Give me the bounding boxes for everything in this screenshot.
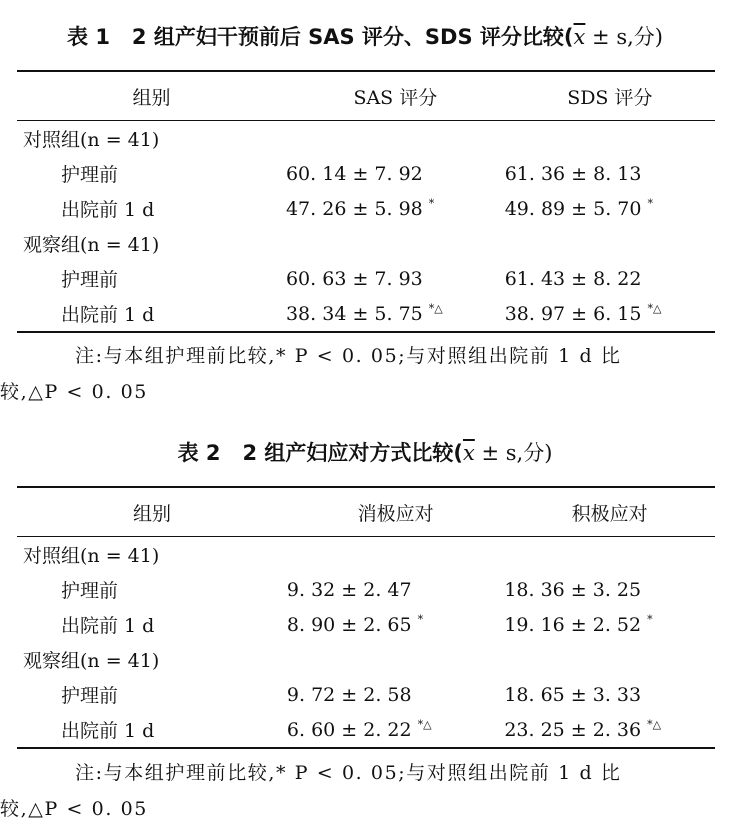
row-label: 护理前 bbox=[61, 685, 119, 707]
row-value-1-mark: * bbox=[417, 613, 424, 626]
row-label: 出院前 1 d bbox=[61, 615, 155, 637]
table-row bbox=[17, 296, 715, 332]
row-value-1-text: 9. 32 ± 2. 47 bbox=[286, 579, 412, 601]
row-value-2-text: 18. 65 ± 3. 33 bbox=[504, 684, 642, 706]
table-row bbox=[17, 537, 715, 573]
table1-title-label: 表 1 bbox=[67, 25, 110, 49]
row-label: 护理前 bbox=[61, 269, 119, 291]
table-row bbox=[17, 226, 715, 261]
row-value-2 bbox=[504, 677, 715, 712]
table1-title-xbar: $\overline{x}$ bbox=[573, 25, 586, 49]
table2-title-label: 表 2 bbox=[177, 441, 221, 465]
table2-note bbox=[0, 755, 707, 827]
table1-title-pm: ± s,分) bbox=[585, 25, 663, 49]
table1-header-group: 组别 bbox=[17, 71, 286, 121]
table1-note-line1: 注:与本组护理前比较,* P < 0. 05;与对照组出院前 1 d 比 bbox=[75, 345, 622, 367]
row-label: 对照组(n = 41) bbox=[23, 129, 160, 151]
table2-header-negative: 消极应对 bbox=[287, 487, 504, 537]
row-label: 护理前 bbox=[61, 164, 119, 186]
row-value-1 bbox=[287, 572, 504, 607]
table2 bbox=[17, 486, 715, 749]
table-row bbox=[17, 191, 715, 226]
row-value-1 bbox=[286, 296, 505, 332]
row-value-1-mark: * bbox=[428, 197, 435, 210]
row-value-1-text: 60. 14 ± 7. 92 bbox=[285, 163, 423, 185]
row-value-2-mark: *△ bbox=[647, 718, 662, 731]
table1-note-line2: 较,△P < 0. 05 bbox=[0, 381, 148, 403]
row-label: 观察组(n = 41) bbox=[23, 234, 160, 256]
row-label: 对照组(n = 41) bbox=[23, 545, 160, 567]
row-value-1 bbox=[287, 642, 504, 677]
row-value-1-mark: *△ bbox=[428, 302, 443, 315]
row-value-1 bbox=[286, 226, 505, 261]
row-value-2-mark: *△ bbox=[647, 302, 662, 315]
row-label: 出院前 1 d bbox=[61, 199, 155, 221]
table1-note bbox=[0, 338, 707, 410]
row-value-2 bbox=[505, 191, 715, 226]
table2-note-line1: 注:与本组护理前比较,* P < 0. 05;与对照组出院前 1 d 比 bbox=[75, 762, 622, 784]
row-value-1 bbox=[286, 191, 505, 226]
table-row bbox=[17, 712, 715, 748]
row-value-1-text: 60. 63 ± 7. 93 bbox=[285, 268, 423, 290]
table1-header-sds: SDS 评分 bbox=[505, 71, 715, 121]
table2-header-row bbox=[17, 487, 715, 537]
row-value-1-text: 6. 60 ± 2. 22 bbox=[286, 719, 412, 741]
row-value-1-mark: *△ bbox=[417, 718, 432, 731]
table-row bbox=[17, 677, 715, 712]
table1-title-text: 2 组产妇干预前后 SAS 评分、SDS 评分比较( bbox=[131, 25, 574, 49]
row-value-2 bbox=[505, 121, 715, 157]
table-row bbox=[17, 572, 715, 607]
table2-header-positive: 积极应对 bbox=[504, 487, 715, 537]
row-value-1 bbox=[286, 121, 505, 157]
table-row bbox=[17, 642, 715, 677]
row-value-2-mark: * bbox=[647, 197, 654, 210]
row-value-2-text: 38. 97 ± 6. 15 bbox=[504, 303, 642, 325]
row-value-1 bbox=[287, 712, 504, 748]
table2-title bbox=[0, 440, 730, 466]
row-value-1 bbox=[286, 156, 505, 191]
table-row bbox=[17, 607, 715, 642]
table2-title-pm: ± s,分) bbox=[474, 441, 553, 465]
table1-header-sas: SAS 评分 bbox=[286, 71, 505, 121]
row-value-2-text: 49. 89 ± 5. 70 bbox=[504, 198, 642, 220]
row-value-2 bbox=[504, 537, 715, 573]
row-label: 出院前 1 d bbox=[17, 296, 286, 332]
row-value-2-text: 61. 36 ± 8. 13 bbox=[504, 163, 642, 185]
table2-header-group: 组别 bbox=[17, 487, 287, 537]
row-value-1-text: 8. 90 ± 2. 65 bbox=[286, 614, 412, 636]
row-value-2 bbox=[505, 261, 715, 296]
row-value-1 bbox=[287, 677, 504, 712]
table2-title-xbar: $\overline{x}$ bbox=[462, 441, 475, 465]
row-value-2-text: 18. 36 ± 3. 25 bbox=[504, 579, 642, 601]
row-value-2 bbox=[504, 642, 715, 677]
row-value-2 bbox=[504, 607, 715, 642]
row-value-1 bbox=[287, 537, 504, 573]
table2-note-line2: 较,△P < 0. 05 bbox=[0, 798, 148, 820]
row-label: 观察组(n = 41) bbox=[23, 650, 160, 672]
row-value-2-text: 23. 25 ± 2. 36 bbox=[504, 719, 642, 741]
row-value-2 bbox=[504, 712, 715, 748]
row-value-2-text: 61. 43 ± 8. 22 bbox=[504, 268, 642, 290]
table1-header-row bbox=[17, 71, 715, 121]
row-value-2 bbox=[504, 572, 715, 607]
table1-title bbox=[0, 24, 730, 50]
row-value-2-text: 19. 16 ± 2. 52 bbox=[504, 614, 642, 636]
row-value-1-text: 47. 26 ± 5. 98 bbox=[285, 198, 423, 220]
row-label: 出院前 1 d bbox=[17, 712, 287, 748]
row-value-1 bbox=[286, 261, 505, 296]
table1 bbox=[17, 70, 715, 333]
row-value-2 bbox=[505, 296, 715, 332]
table-row bbox=[17, 121, 715, 157]
table-row bbox=[17, 156, 715, 191]
row-value-2 bbox=[505, 226, 715, 261]
table2-title-text: 2 组产妇应对方式比较( bbox=[242, 441, 463, 465]
row-value-2-mark: * bbox=[647, 613, 653, 626]
row-label: 护理前 bbox=[61, 580, 119, 602]
row-value-2 bbox=[505, 156, 715, 191]
row-value-1 bbox=[287, 607, 504, 642]
row-value-1-text: 9. 72 ± 2. 58 bbox=[286, 684, 412, 706]
table-row bbox=[17, 261, 715, 296]
row-value-1-text: 38. 34 ± 5. 75 bbox=[285, 303, 423, 325]
